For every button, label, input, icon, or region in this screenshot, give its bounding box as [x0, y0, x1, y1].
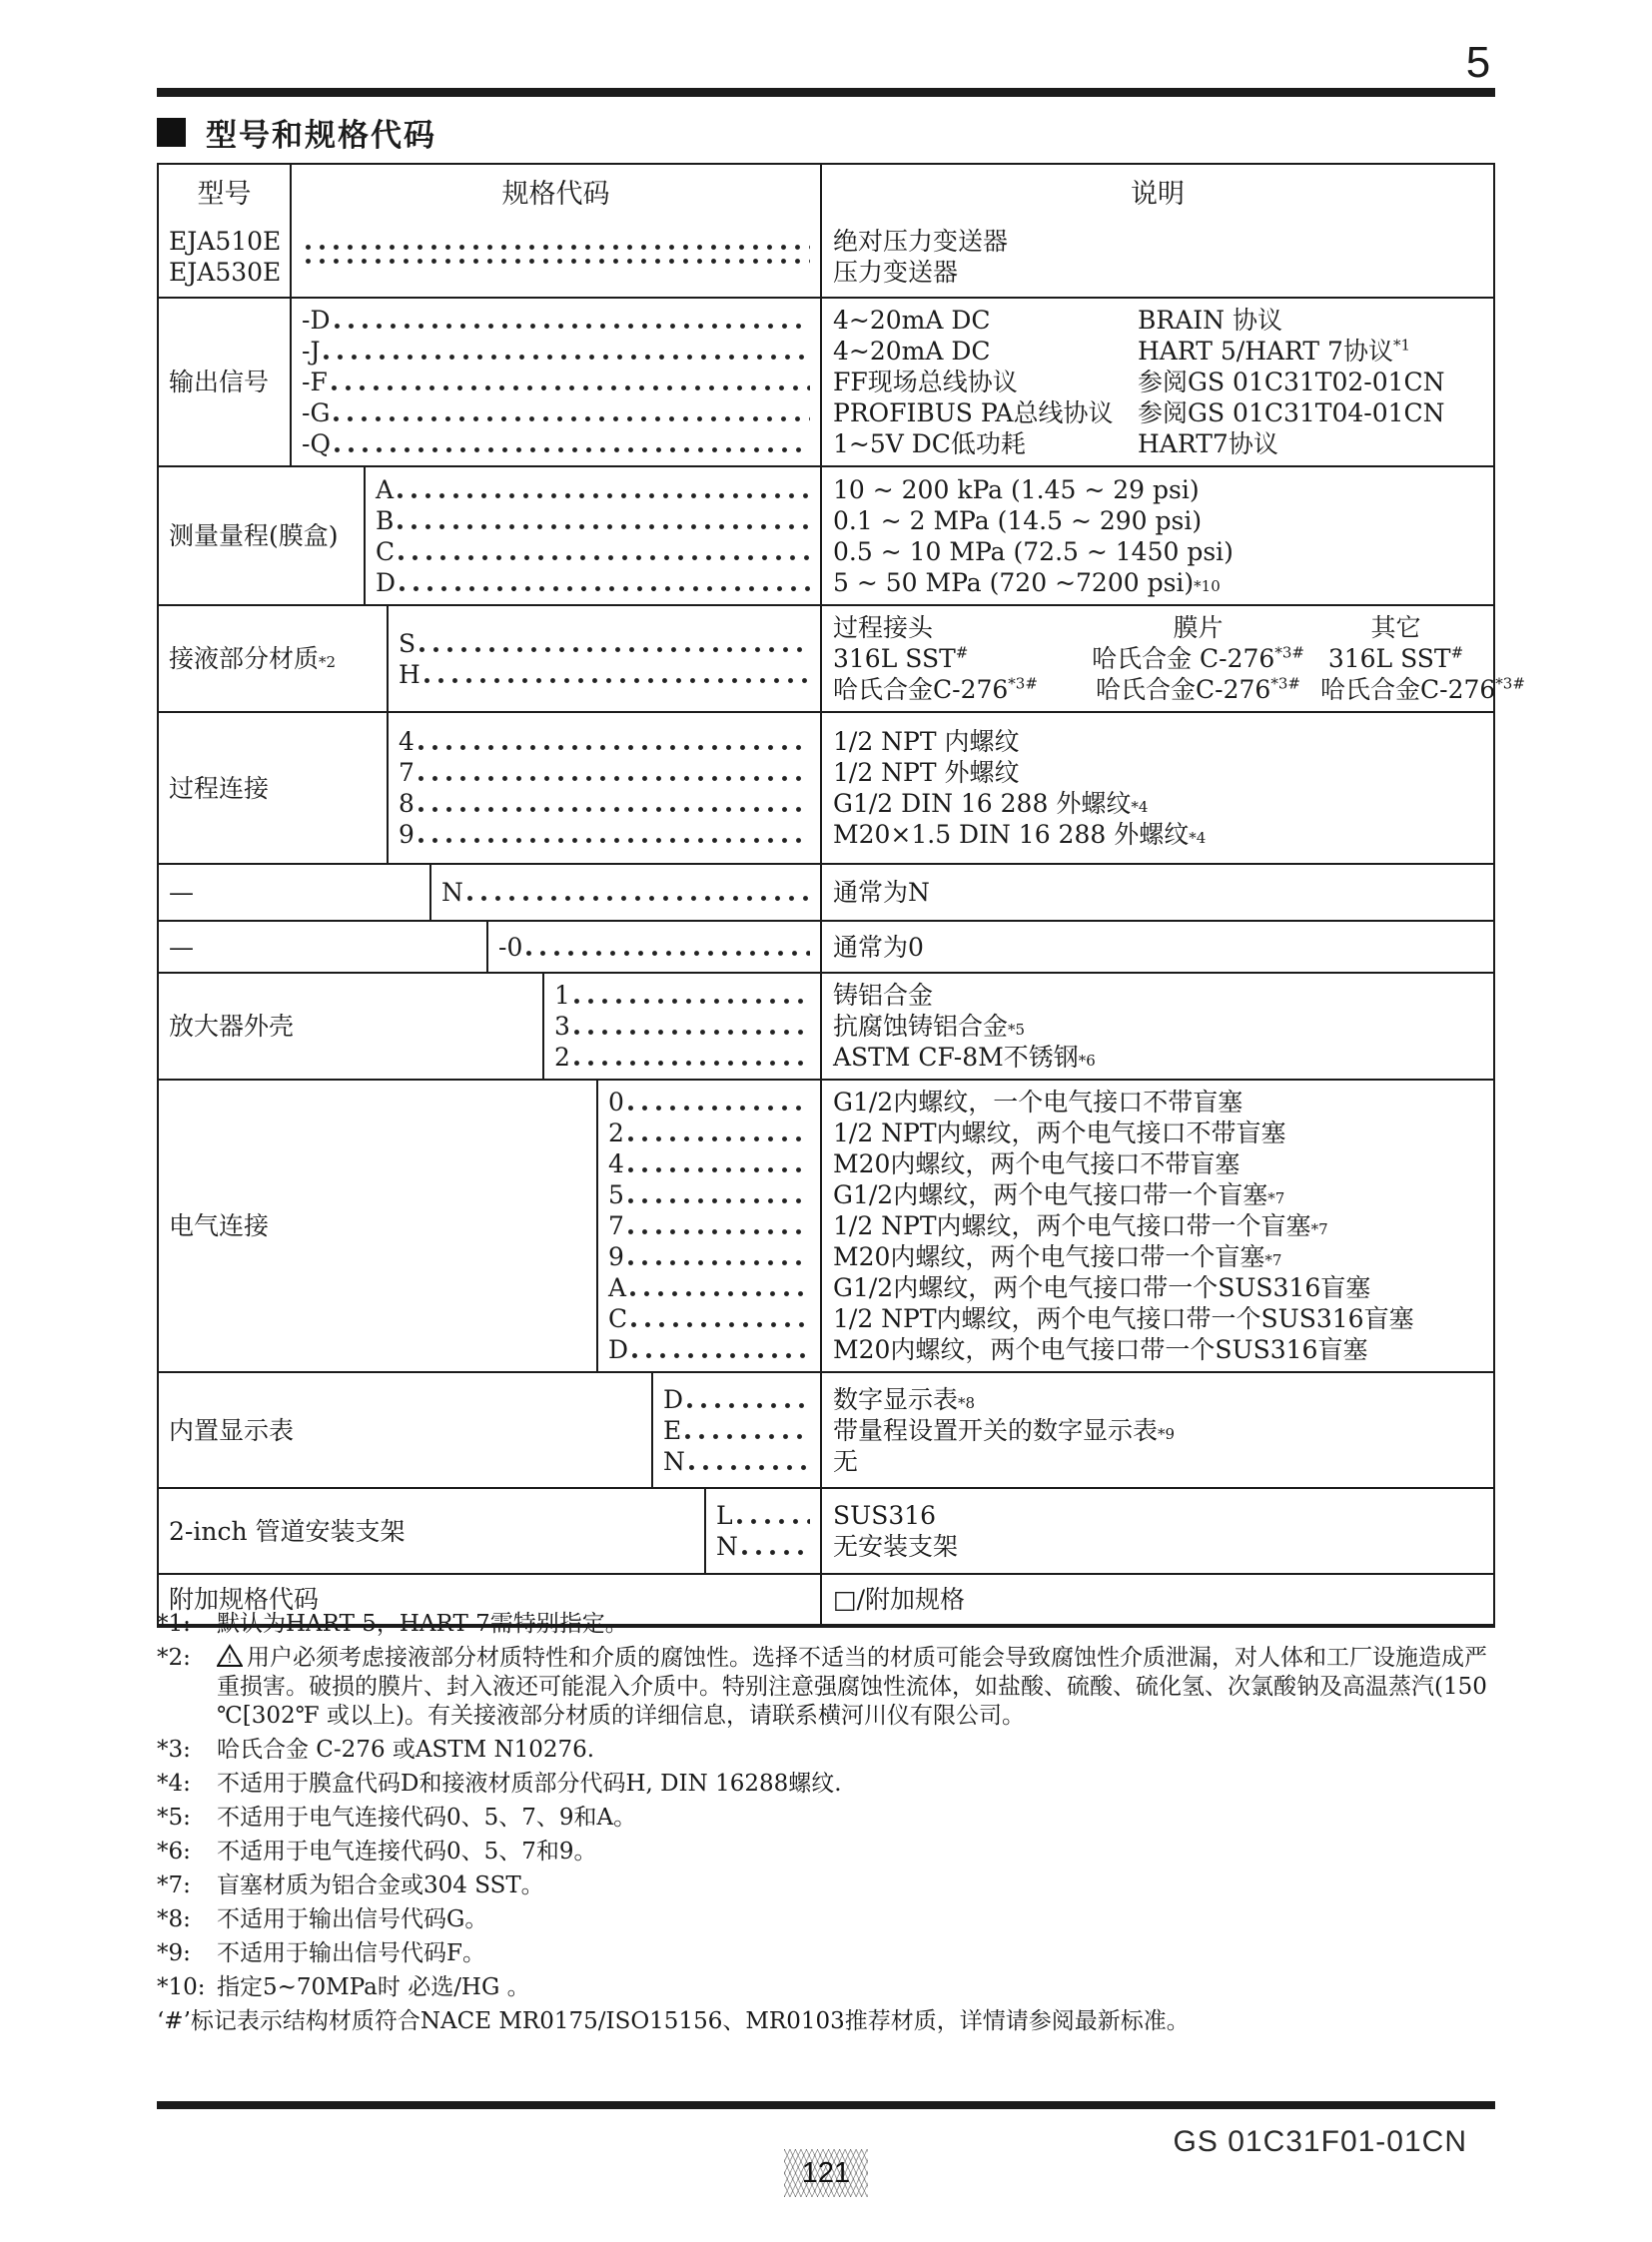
header-description: 说明 [1131, 178, 1185, 210]
protocol-text: HART7协议 [1138, 429, 1278, 458]
dot-leader [418, 774, 810, 783]
table-header-row [159, 165, 1493, 217]
footnote [157, 2007, 1498, 2036]
spec-code: S [399, 628, 416, 658]
table-row-mounting-bracket [159, 1487, 1493, 1573]
description-cell [822, 713, 1493, 863]
row-label-cell [159, 865, 431, 920]
dot-leader [335, 445, 810, 454]
spec-code: C [608, 1304, 628, 1333]
page-badge [784, 2149, 868, 2197]
spec-code: E [663, 1415, 682, 1445]
spec-code-line [554, 980, 820, 1011]
row-description: M20×1.5 DIN 16 288 外螺纹 *4 [833, 820, 1207, 849]
footnote [157, 1871, 1498, 1900]
spec-code-line [399, 819, 820, 850]
section-bullet-icon [157, 118, 186, 147]
protocol-text: 参阅GS 01C31T02-01CN [1138, 368, 1445, 396]
footnote [157, 1838, 1498, 1867]
footnote-text: 不适用于膜盒代码D和接液材质部分代码H, DIN 16288螺纹. [217, 1771, 842, 1797]
dot-leader [737, 1517, 810, 1526]
dot-leader [398, 522, 810, 531]
table-row-integral-indicator [159, 1371, 1493, 1487]
dot-leader [324, 353, 810, 362]
spec-code: 0 [608, 1088, 624, 1117]
spec-code-cell [389, 606, 822, 711]
spec-code-cell [488, 922, 822, 972]
row-description: G1/2内螺纹，一个电气接口不带盲塞 [833, 1088, 1243, 1117]
footnote-text: ‘#’标记表示结构材质符合NACE MR0175/ISO15156、MR0103推荐材质，详情请参阅最新标准。 [157, 2008, 1190, 2034]
description-cell [822, 299, 1493, 465]
material-col: 过程接头 [833, 613, 934, 642]
spec-table-body [159, 217, 1525, 1624]
row-label: 放大器外壳 [169, 1012, 295, 1041]
spec-code-cell [431, 865, 822, 920]
page-number: 5 [1465, 38, 1491, 87]
row-description: 1/2 NPT 外螺纹 [833, 758, 1020, 787]
dot-leader [398, 491, 810, 500]
row-description [833, 674, 1525, 705]
spec-code-line [399, 628, 820, 659]
row-label: EJA510E [169, 227, 282, 256]
spec-code-line [663, 1415, 820, 1446]
spec-code-line [608, 1179, 820, 1210]
dot-leader [418, 836, 810, 845]
spec-code-line [608, 1334, 820, 1365]
spec-code: 9 [399, 820, 414, 849]
footnote-text: 不适用于电气连接代码0、5、7、9和A。 [217, 1805, 637, 1831]
footnote-text: 默认为HART 5，HART 7需特别指定。 [217, 1611, 628, 1637]
dot-leader [687, 1401, 810, 1410]
spec-code-line [608, 1241, 820, 1272]
row-description: 0.5 ~ 10 MPa (72.5 ~ 1450 psi) [833, 536, 1234, 566]
dot-leader [632, 1351, 810, 1360]
spec-code: -F [302, 368, 328, 396]
table-row-amplifier-housing [159, 972, 1493, 1079]
description-cell [822, 974, 1493, 1079]
dot-leader [467, 894, 810, 903]
row-description: G1/2内螺纹，两个电气接口带一个盲塞 *7 [833, 1180, 1285, 1209]
description-cell [822, 217, 1493, 297]
spec-code-line [608, 1272, 820, 1303]
row-label: 内置显示表 [169, 1415, 295, 1445]
row-description: SUS316 [833, 1501, 937, 1530]
footnote-text: 盲塞材质为铝合金或304 SST。 [217, 1872, 544, 1898]
description-cell [822, 1081, 1493, 1371]
row-description: 1/2 NPT内螺纹，两个电气接口不带盲塞 [833, 1119, 1286, 1147]
spec-code: D [663, 1384, 684, 1414]
doc-code: GS 01C31F01-01CN [1173, 2125, 1467, 2158]
dot-leader [574, 1059, 810, 1068]
spec-code: H [399, 659, 420, 689]
row-description: 数字显示表 *8 [833, 1384, 976, 1414]
spec-code-line [376, 474, 820, 505]
row-description: 通常为0 [833, 932, 924, 962]
spec-code: 2 [608, 1119, 624, 1147]
dot-leader [306, 257, 810, 266]
row-label-cell [159, 713, 389, 863]
row-label-cell [159, 1373, 653, 1487]
footnote [157, 1644, 1498, 1731]
spec-code-line [302, 336, 820, 367]
dot-leader [628, 1134, 810, 1143]
footnote-label: *4: [157, 1771, 191, 1797]
footnotes [157, 1610, 1498, 2041]
protocol-text: HART 5/HART 7协议$^{*1}$ [1138, 336, 1411, 366]
protocol-text: 参阅GS 01C31T04-01CN [1138, 398, 1445, 427]
spec-code: A [608, 1273, 627, 1302]
dot-leader [332, 383, 810, 392]
dot-leader [335, 322, 811, 331]
table-row-model [159, 217, 1493, 297]
row-description [833, 643, 1485, 674]
spec-code-line [716, 1500, 820, 1531]
spec-code-line [608, 1148, 820, 1179]
spec-code-cell [292, 299, 822, 465]
footnote-label: *8: [157, 1906, 191, 1932]
row-description: 通常为N [833, 878, 930, 907]
description-text: FF现场总线协议 [833, 368, 1018, 396]
footnote-label: *2: [157, 1645, 191, 1671]
spec-code-line [399, 659, 820, 690]
row-description [833, 305, 1485, 336]
row-description: M20内螺纹，两个电气接口带一个盲塞 *7 [833, 1242, 1282, 1271]
footnote [157, 1905, 1498, 1934]
material-col: 膜片 [1173, 613, 1224, 642]
row-label: EJA530E [169, 258, 282, 287]
row-label: — [169, 932, 194, 962]
row-label-cell [159, 299, 292, 465]
row-label-cell [159, 974, 544, 1079]
description-text: 4~20mA DC [833, 306, 991, 335]
row-label-cell [159, 217, 292, 297]
description-cell [822, 1373, 1493, 1487]
footnote [157, 1770, 1498, 1799]
spec-code: 7 [399, 758, 414, 787]
dot-leader [526, 949, 810, 958]
spec-code-line [302, 257, 820, 271]
spec-code-line [302, 367, 820, 397]
row-label: — [169, 878, 194, 907]
row-description: 无 [833, 1446, 859, 1476]
spec-code: D [376, 567, 397, 597]
spec-code: 9 [608, 1242, 624, 1271]
table-row-process-connection [159, 711, 1493, 863]
spec-code: -D [302, 306, 331, 335]
table-row-dash-n [159, 863, 1493, 920]
footnote-text: 指定5~70MPa时 必选/HG 。 [217, 1974, 530, 2000]
description-cell [822, 606, 1525, 711]
dot-leader [334, 414, 810, 423]
dot-leader [685, 1432, 810, 1441]
spec-code-line [498, 932, 820, 963]
footnote [157, 1973, 1498, 2002]
spec-code-cell [598, 1081, 822, 1371]
spec-code: 8 [399, 789, 414, 818]
footnote-text: 哈氏合金 C-276 或ASTM N10276. [217, 1737, 595, 1763]
row-description: G1/2内螺纹，两个电气接口带一个SUS316盲塞 [833, 1273, 1371, 1302]
spec-code: D [608, 1335, 629, 1364]
dot-leader [628, 1165, 810, 1174]
spec-code: N [716, 1532, 738, 1561]
spec-code: 4 [399, 727, 414, 756]
spec-code-line [399, 757, 820, 788]
row-description [833, 367, 1485, 397]
dot-leader [574, 1028, 810, 1037]
row-label-cell [159, 467, 366, 604]
dot-leader [419, 645, 810, 654]
row-label: 接液部分材质 *2 [169, 644, 337, 673]
page-badge-number: 121 [801, 2156, 851, 2189]
row-description: 压力变送器 [833, 258, 959, 287]
spec-code: -0 [498, 932, 523, 962]
dot-leader [418, 805, 810, 814]
row-description [833, 397, 1485, 428]
description-text: PROFIBUS PA总线协议 [833, 398, 1114, 427]
footnote-text: 不适用于输出信号代码F。 [217, 1940, 485, 1966]
spec-code: 5 [608, 1180, 624, 1209]
svg-text:!: ! [228, 1650, 232, 1666]
footnote-label: *3: [157, 1737, 191, 1763]
row-label-cell [159, 1489, 706, 1573]
dot-leader [399, 553, 810, 562]
footnote [157, 1610, 1498, 1639]
dot-leader [574, 997, 810, 1006]
description-cell [822, 467, 1493, 604]
material-col: 哈氏合金$C-276^{*3\#}$ [833, 674, 1038, 704]
spec-code: L [716, 1501, 733, 1530]
row-label: 测量量程(膜盒) [169, 521, 339, 550]
spec-code-line [302, 243, 820, 257]
spec-code: N [441, 878, 463, 907]
spec-code: 1 [554, 981, 570, 1010]
material-col: 其它 [1370, 613, 1421, 642]
spec-code-line [376, 567, 820, 598]
material-col: 316L SST# [1327, 643, 1464, 673]
spec-code-line [376, 536, 820, 567]
row-description: □/附加规格 [833, 1585, 966, 1614]
spec-code-line [302, 305, 820, 336]
spec-code-line [302, 397, 820, 428]
spec-code-line [554, 1011, 820, 1042]
spec-code: -J [302, 337, 321, 366]
spec-code-line [716, 1531, 820, 1562]
protocol-text: BRAIN 协议 [1138, 306, 1282, 335]
row-description: 带量程设置开关的数字显示表 *9 [833, 1415, 1176, 1445]
row-description: ASTM CF-8M不锈钢 *6 [833, 1043, 1096, 1072]
material-col: 316L SST# [833, 643, 969, 673]
row-description: M20内螺纹，两个电气接口不带盲塞 [833, 1149, 1240, 1178]
spec-code: C [376, 536, 396, 566]
dot-leader [628, 1196, 810, 1205]
dot-leader [418, 743, 810, 752]
footnote-label: *5: [157, 1805, 191, 1831]
spec-code: 2 [554, 1043, 570, 1072]
row-description [833, 336, 1485, 367]
description-text: 1~5V DC低功耗 [833, 429, 1026, 458]
dot-leader [628, 1104, 810, 1113]
row-description: 10 ~ 200 kPa (1.45 ~ 29 psi) [833, 474, 1200, 504]
footnote [157, 1939, 1498, 1968]
spec-code-line [663, 1446, 820, 1477]
row-description: M20内螺纹，两个电气接口带一个SUS316盲塞 [833, 1335, 1368, 1364]
row-description [833, 428, 1485, 459]
row-description [833, 612, 1485, 643]
spec-code: -G [302, 398, 331, 427]
row-label: 过程连接 [169, 773, 270, 803]
spec-code-cell [544, 974, 822, 1079]
spec-code: B [376, 505, 395, 535]
dot-leader [400, 584, 810, 593]
spec-code: N [663, 1446, 685, 1476]
spec-code-line [302, 428, 820, 459]
description-cell [822, 1489, 1493, 1573]
row-description: 铸铝合金 [833, 981, 934, 1010]
spec-code-line [441, 877, 820, 908]
dot-leader [628, 1258, 810, 1267]
row-label: 输出信号 [169, 368, 270, 396]
bottom-rule [157, 2101, 1495, 2109]
row-description: 5 ~ 50 MPa (720 ~7200 psi) *10 [833, 567, 1221, 597]
row-description: 无安装支架 [833, 1532, 959, 1561]
description-cell [822, 922, 1493, 972]
table-row-dash-0 [159, 920, 1493, 972]
table-row-output-signal [159, 297, 1493, 465]
table-row-measurement-span [159, 465, 1493, 604]
dot-leader [628, 1227, 810, 1236]
spec-code-cell [653, 1373, 822, 1487]
material-col: 哈氏合金$C-276^{*3\#}$ [1096, 674, 1300, 704]
spec-code-cell [366, 467, 822, 604]
table-row-wetted-parts-material [159, 604, 1525, 711]
spec-code-line [608, 1087, 820, 1118]
footnote-label: *1: [157, 1611, 191, 1637]
spec-code: 4 [608, 1149, 624, 1178]
row-description: 1/2 NPT内螺纹，两个电气接口带一个SUS316盲塞 [833, 1304, 1414, 1333]
row-label: 附加规格代码 [169, 1585, 320, 1614]
material-col: 哈氏合金 $C-276^{*3\#}$ [1092, 643, 1304, 673]
spec-code-line [554, 1042, 820, 1073]
spec-code-line [376, 505, 820, 536]
row-label: 电气连接 [169, 1211, 270, 1240]
row-label-cell [159, 606, 389, 711]
spec-code-cell [389, 713, 822, 863]
row-description: G1/2 DIN 16 288 外螺纹 *4 [833, 789, 1149, 818]
footnote-label: *6: [157, 1839, 191, 1865]
dot-leader [424, 676, 810, 685]
row-label-cell [159, 1081, 598, 1371]
dot-leader [689, 1463, 810, 1472]
table-row-electrical-connection [159, 1079, 1493, 1371]
row-label: 2-inch 管道安装支架 [169, 1516, 406, 1546]
spec-code-cell [292, 217, 822, 297]
row-description: 0.1 ~ 2 MPa (14.5 ~ 290 psi) [833, 505, 1203, 535]
spec-code: -Q [302, 429, 331, 458]
spec-table [157, 163, 1525, 1628]
spec-code-cell [706, 1489, 822, 1573]
section-title: 型号和规格代码 [206, 118, 436, 154]
spec-code: A [376, 474, 395, 504]
footnote-label: *7: [157, 1872, 191, 1898]
spec-code-line [399, 726, 820, 757]
dot-leader [630, 1289, 810, 1298]
spec-code: 7 [608, 1211, 624, 1240]
footnote [157, 1736, 1498, 1765]
dot-leader [306, 243, 810, 252]
spec-code-line [608, 1118, 820, 1148]
footnote-text: ! 用户必须考虑接液部分材质特性和介质的腐蚀性。选择不适当的材质可能会导致腐蚀性介质泄漏，对人体和工厂设施造成严重损害。破损的膜片、封入液还可能混入介质中。特别注意强腐蚀性流体，如盐酸、硫酸、硫化氢、次氯酸钠及高温蒸汽(150 ℃[302℉ 或以上)。有关接液部分材质的详细信息，请联系横河川仪有限公司。 [217, 1645, 1487, 1729]
row-label-cell [159, 922, 488, 972]
material-col: 哈氏合金$C-276^{*3\#}$ [1320, 674, 1525, 704]
row-description: 抗腐蚀铸铝合金 *5 [833, 1012, 1026, 1041]
spec-code: 3 [554, 1012, 570, 1041]
spec-code-line [608, 1210, 820, 1241]
spec-code-line [399, 788, 820, 819]
footnote-label: *9: [157, 1940, 191, 1966]
footnote [157, 1804, 1498, 1833]
dot-leader [742, 1548, 810, 1557]
header-spec-code: 规格代码 [292, 165, 822, 217]
spec-code-line [608, 1303, 820, 1334]
footnote-label: *10: [157, 1974, 206, 2000]
row-description: 绝对压力变送器 [833, 227, 1009, 256]
section-heading [157, 110, 436, 155]
row-description: 1/2 NPT内螺纹，两个电气接口带一个盲塞 *7 [833, 1211, 1328, 1240]
warning-icon [217, 1644, 243, 1668]
footnote-text: 不适用于输出信号代码G。 [217, 1906, 488, 1932]
header-model: 型号 [159, 165, 292, 217]
footnote-text: 不适用于电气连接代码0、5、7和9。 [217, 1839, 597, 1865]
row-description: 1/2 NPT 内螺纹 [833, 727, 1020, 756]
spec-code-line [663, 1384, 820, 1415]
top-rule [157, 88, 1495, 97]
description-text: 4~20mA DC [833, 337, 991, 366]
description-cell [822, 865, 1493, 920]
dot-leader [631, 1320, 810, 1329]
